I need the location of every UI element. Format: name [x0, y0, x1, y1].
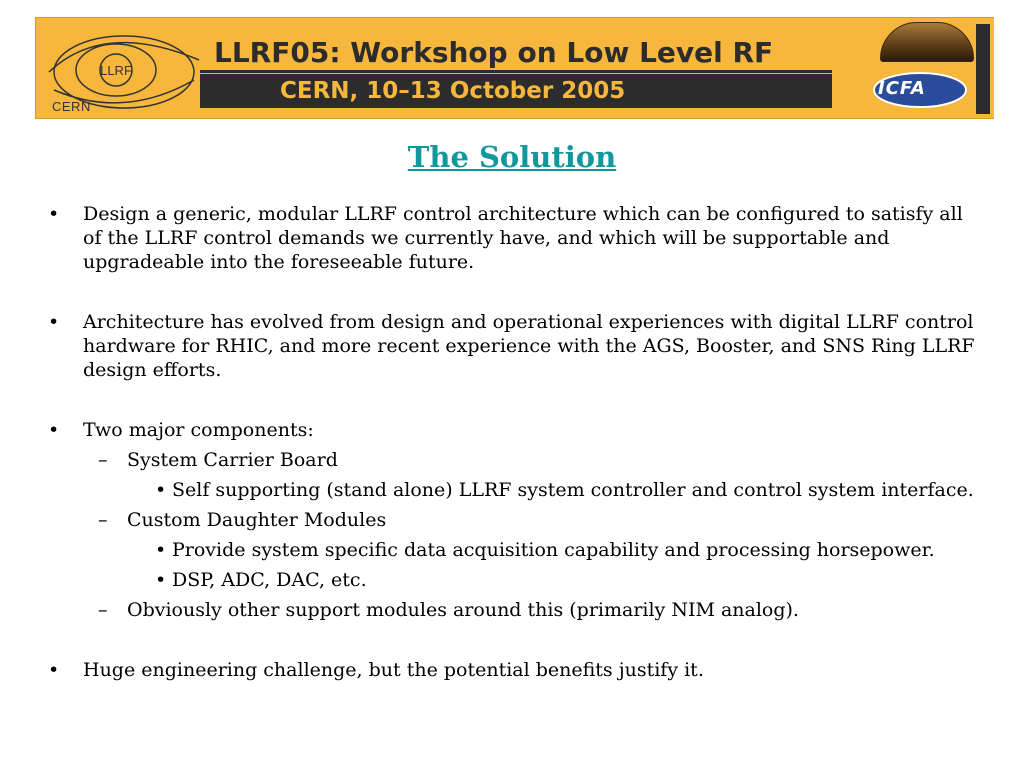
dash-marker: –	[98, 599, 108, 621]
workshop-title-text: LLRF05: Workshop on Low Level RF	[214, 36, 774, 69]
bullet-text: Two major components:	[83, 419, 314, 441]
bullet-marker: •	[155, 569, 167, 591]
sub-item	[48, 598, 978, 622]
bullet-item	[48, 658, 978, 682]
sub-sub-item-text: Self supporting (stand alone) LLRF system controller and control system interface.	[172, 479, 974, 501]
bullet-item	[48, 418, 978, 442]
logo-text: LLRF	[100, 63, 132, 78]
slide-title: The Solution	[407, 140, 617, 174]
cern-label: CERN	[52, 99, 91, 114]
bullet-marker: •	[48, 203, 60, 225]
title-rule	[200, 70, 832, 73]
bullet-marker: •	[155, 539, 167, 561]
sub-sub-item	[48, 538, 978, 562]
slide-body	[48, 202, 978, 682]
workshop-banner	[35, 17, 994, 119]
bullet-marker: •	[48, 311, 60, 333]
bullet-item	[48, 310, 978, 382]
bullet-item	[48, 202, 978, 274]
bullet-marker: •	[48, 659, 60, 681]
sponsor-panel	[848, 18, 994, 118]
sub-sub-item	[48, 568, 978, 592]
slide-title-wrap	[0, 140, 1024, 174]
sub-item	[48, 508, 978, 532]
dash-marker: –	[98, 509, 108, 531]
vertical-caption	[976, 24, 990, 114]
bullet-marker: •	[155, 479, 167, 501]
sub-sub-item-text: DSP, ADC, DAC, etc.	[172, 569, 367, 591]
dash-marker: –	[98, 449, 108, 471]
bullet-text: Design a generic, modular LLRF control architecture which can be configured to satisfy all of the LLRF control demands we currently have, and which will be supportable and upgradeable into the foreseeable future.	[83, 203, 963, 273]
sub-item-text: Custom Daughter Modules	[127, 509, 387, 531]
sub-sub-item	[48, 478, 978, 502]
sub-item-text: Obviously other support modules around this (primarily NIM analog).	[127, 599, 799, 621]
sub-item	[48, 448, 978, 472]
workshop-title	[200, 33, 832, 73]
dome-image	[880, 22, 974, 62]
bullet-marker: •	[48, 419, 60, 441]
workshop-dates: CERN, 10–13 October 2005	[200, 74, 832, 108]
sub-sub-item-text: Provide system specific data acquisition capability and processing horsepower.	[172, 539, 935, 561]
icfa-label: ICFA	[878, 78, 926, 99]
bullet-text: Huge engineering challenge, but the potential benefits justify it.	[83, 659, 704, 681]
bullet-text: Architecture has evolved from design and operational experiences with digital LLRF control hardware for RHIC, and more recent experience with the AGS, Booster, and SNS Ring LLRF design efforts.	[83, 311, 975, 381]
sub-item-text: System Carrier Board	[127, 449, 338, 471]
